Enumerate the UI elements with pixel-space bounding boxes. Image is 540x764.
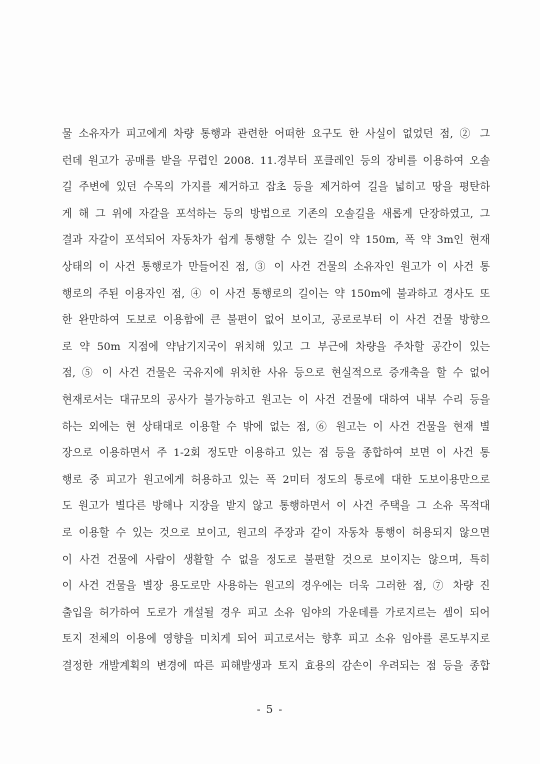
- text-line: 로 이용할 수 있는 것으로 보이고, 원고의 주장과 같이 자동차 통행이 허용되지 않으면: [62, 526, 490, 539]
- text-line: 현재로서는 대규모의 공사가 불가능하고 원고는 이 사건 건물에 대하여 내부 수리 등을: [62, 393, 490, 406]
- text-line: 런데 원고가 공매를 받을 무렵인 2008. 11.경부터 포클레인 등의 장비를 이용하여 오솔: [62, 154, 490, 167]
- page-number: - 5 -: [256, 703, 284, 716]
- text-line: 하는 외에는 현 상태대로 이용할 수 밖에 없는 점, ⑥ 원고는 이 사건 건물을 현재 별: [62, 420, 490, 433]
- text-line: 결정한 개발계획의 변경에 따른 피해발생과 토지 효용의 감손이 우려되는 점 등을 종합: [62, 659, 490, 672]
- text-line: 행로 중 피고가 원고에게 허용하고 있는 폭 2미터 정도의 통로에 대한 도보이용만으로: [62, 473, 490, 486]
- text-line: 한 완만하여 도보로 이용함에 큰 불편이 없어 보이고, 공로로부터 이 사건 건물 방향으: [62, 314, 490, 327]
- text-line: 장으로 이용하면서 주 1-2회 정도만 이용하고 있는 점 등을 종합하여 보면 이 사건 통: [62, 447, 490, 460]
- text-line: 출입을 허가하여 도로가 개설될 경우 피고 소유 임야의 가운데를 가로지르는 셈이 되어: [62, 606, 490, 619]
- text-line: 토지 전체의 이용에 영향을 미치게 되어 피고로서는 향후 피고 소유 임야를 론도부지로: [62, 633, 490, 646]
- text-line: 이 사건 건물에 사람이 생활할 수 없을 정도로 불편할 것으로 보이지는 않으며, 특히: [62, 553, 490, 566]
- text-line: 점, ⑤ 이 사건 건물은 국유지에 위치한 사유 등으로 현실적으로 증개축을 할 수 없어: [62, 367, 490, 380]
- text-line: 길 주변에 있던 수목의 가지를 제거하고 잡초 등을 제거하여 길을 넓히고 땅을 평탄하: [62, 181, 490, 194]
- text-line: 이 사건 건물을 별장 용도로만 사용하는 원고의 경우에는 더욱 그러한 점, ⑦ 차량 진: [62, 580, 490, 593]
- text-line: 행로의 주된 이용자인 점, ④ 이 사건 통행로의 길이는 약 150m에 불과하고 경사도 또: [62, 287, 490, 300]
- text-line: 게 해 그 위에 자갈을 포석하는 등의 방법으로 기존의 오솔길을 새롭게 단장하였고, 그: [62, 207, 490, 220]
- text-line: 결과 자갈이 포석되어 자동차가 쉽게 통행할 수 있는 길이 약 150m, 폭 약 3m인 현재: [62, 234, 490, 247]
- text-line: 로 약 50m 지점에 약남기지국이 위치해 있고 그 부근에 차량을 주차할 공간이 있는: [62, 340, 490, 353]
- text-line: 상태의 이 사건 통행로가 만들어진 점, ③ 이 사건 건물의 소유자인 원고가 이 사건 통: [62, 260, 490, 273]
- body-text: [62, 121, 490, 679]
- text-line: 물 소유자가 피고에게 차량 통행과 관련한 어떠한 요구도 한 사실이 없었던 점, ② 그: [62, 128, 490, 140]
- text-line: 도 원고가 별다른 방해나 지장을 받지 않고 통행하면서 이 사건 주택을 그 소유 목적대: [62, 500, 490, 513]
